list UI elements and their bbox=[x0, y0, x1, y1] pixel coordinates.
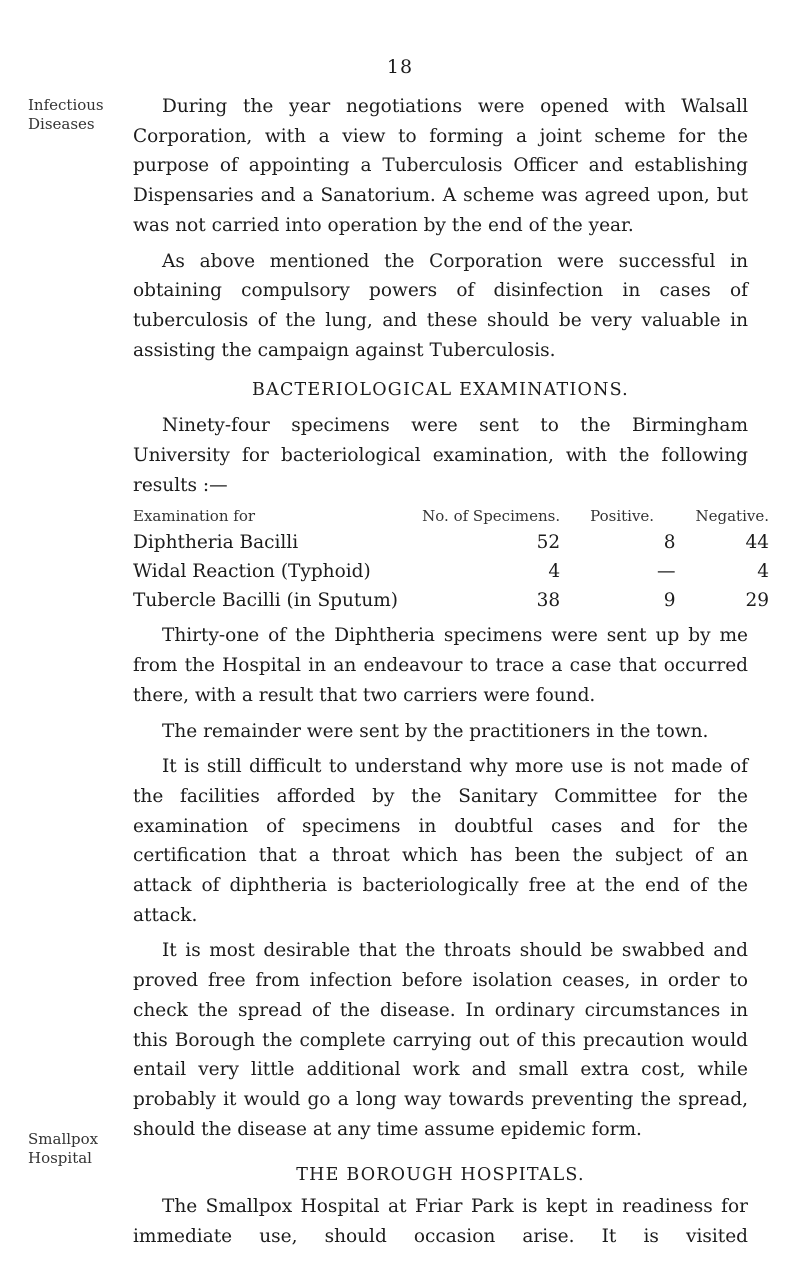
row-examination-name: Widal Reaction (Typhoid) bbox=[133, 561, 371, 583]
row-specimen-count: 38 bbox=[536, 590, 561, 612]
header-negative: Negative. bbox=[695, 507, 769, 526]
paragraph-specimens-intro: Ninety-four specimens were sent to the Birmingham University for bacteriological examination, with the following results :— bbox=[133, 415, 748, 496]
table-row bbox=[133, 586, 769, 615]
margin-note-infectious-diseases: Infectious Diseases bbox=[28, 96, 104, 133]
row-examination-name: Tubercle Bacilli (in Sputum) bbox=[133, 590, 398, 612]
paragraph-disinfection-powers: As above mentioned the Corporation were successful in obtaining compulsory powers of disinfection in cases of tuberculosis of the lung, and these should be very valuable in assisting the campaign against Tuberculosis. bbox=[133, 250, 748, 361]
page-body bbox=[133, 92, 769, 1252]
row-examination-name: Diphtheria Bacilli bbox=[133, 532, 299, 554]
row-specimen-count: 52 bbox=[536, 532, 561, 554]
row-positive-count: 9 bbox=[663, 590, 676, 612]
header-positive: Positive. bbox=[590, 507, 655, 526]
margin-note-smallpox-hospital: Smallpox Hospital bbox=[28, 1130, 99, 1167]
row-positive-count: — bbox=[657, 561, 676, 583]
row-specimen-count: 4 bbox=[548, 561, 561, 583]
bacteriological-results-table bbox=[133, 504, 769, 615]
paragraph-practitioners: The remainder were sent by the practitioners in the town. bbox=[162, 720, 709, 742]
row-positive-count: 8 bbox=[663, 532, 676, 554]
header-number-of-specimens: No. of Specimens. bbox=[422, 507, 561, 526]
table-row bbox=[133, 557, 769, 586]
paragraph-walsall-negotiations: During the year negotiations were opened with Walsall Corporation, with a view to forming a joint scheme for the purpose of appointing a Tuberculosis Officer and establishing Dispensaries and a Sanatorium. A scheme was agreed upon, but was not carried into operation by the end of the year. bbox=[133, 96, 748, 236]
page-number: 18 bbox=[386, 56, 414, 78]
header-examination-for: Examination for bbox=[133, 507, 256, 526]
table-header-row bbox=[133, 504, 769, 528]
paragraph-facilities-underused: It is still difficult to understand why more use is not made of the facilities afforded by the Sanitary Committee for the examination of specimens in doubtful cases and for the certification that a throat which has been the subject of an attack of diphtheria is bacteriologically free at the end of the attack. bbox=[133, 756, 748, 926]
heading-bacteriological-examinations: BACTERIOLOGICAL EXAMINATIONS. bbox=[252, 380, 629, 401]
row-negative-count: 44 bbox=[745, 532, 769, 554]
paragraph-throat-swabbing: It is most desirable that the throats should be swabbed and proved free from infection before isolation ceases, in order to check the spread of the disease. In ordinary circumstances in this Borough the complete carrying out of this precaution would entail very little additional work and small extra cost, while probably it would go a long way towards preventing the spread, should the disease at any time assume epidemic form. bbox=[133, 940, 748, 1140]
paragraph-smallpox-hospital: The Smallpox Hospital at Friar Park is kept in readiness for immediate use, should occasion arise. It is visited bbox=[133, 1196, 748, 1248]
table-row bbox=[133, 528, 769, 557]
paragraph-hospital-carriers: Thirty-one of the Diphtheria specimens were sent up by me from the Hospital in an endeavour to trace a case that occurred there, with a result that two carriers were found. bbox=[133, 625, 748, 706]
row-negative-count: 4 bbox=[757, 561, 769, 583]
row-negative-count: 29 bbox=[745, 590, 769, 612]
heading-borough-hospitals: THE BOROUGH HOSPITALS. bbox=[296, 1165, 585, 1186]
